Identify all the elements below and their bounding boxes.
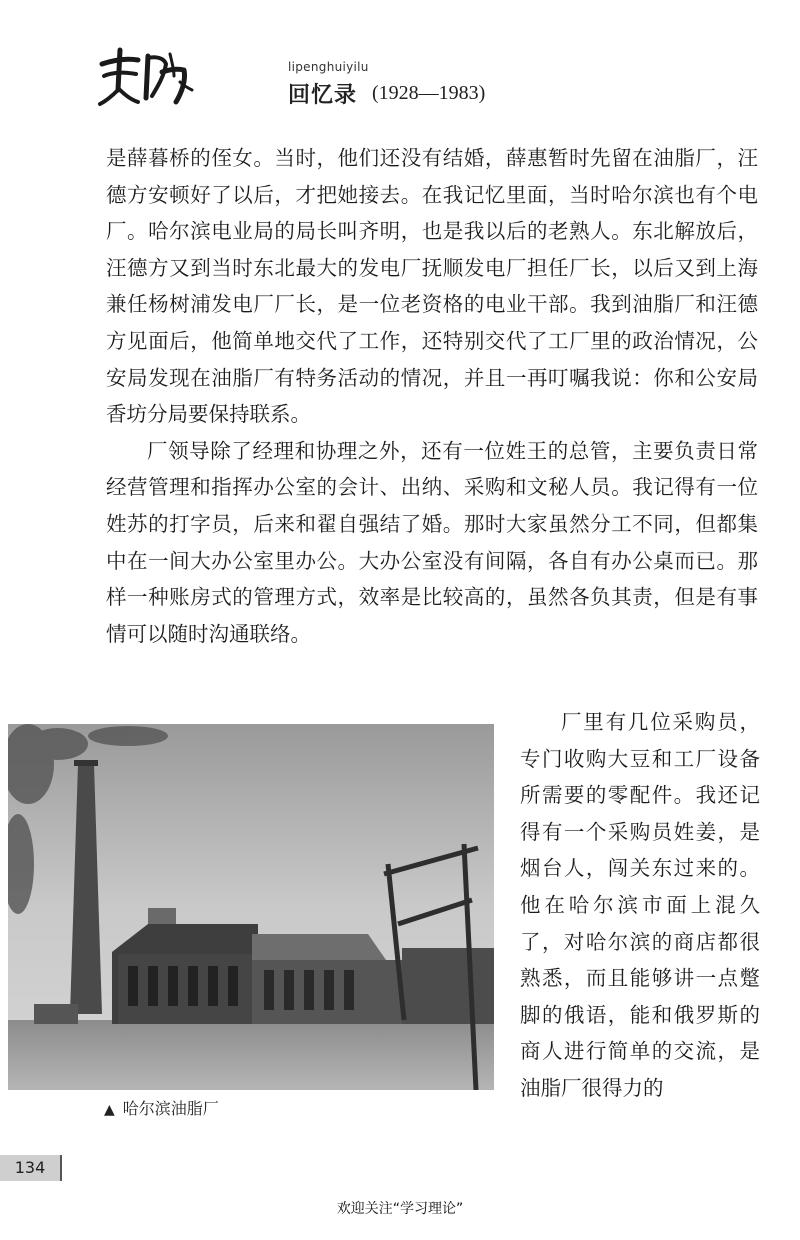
triangle-marker-icon: ▲ <box>104 1102 115 1118</box>
factory-photo <box>8 724 494 1090</box>
main-text <box>106 140 758 652</box>
header-years: (1928—1983) <box>372 82 486 104</box>
paragraph: 厂里有几位采购员，专门收购大豆和工厂设备所需要的零配件。我还记得有一个采购员姓姜，是烟台人，闯关东过来的。他在哈尔滨市面上混久了，对哈尔滨的商店都很熟悉，而且能够讲一点蹩脚的俄语，能和俄罗斯的商人进行简单的交流，是油脂厂很得力的 <box>520 710 760 1100</box>
calligraphy-logo <box>96 46 194 108</box>
caption-text: 哈尔滨油脂厂 <box>122 1099 219 1118</box>
side-text <box>520 704 760 1107</box>
page-number: 134 <box>0 1155 62 1181</box>
paragraph-continued: 是薛暮桥的侄女。当时，他们还没有结婚，薛惠暂时先留在油脂厂，汪德方安顿好了以后，才把她接去。在我记忆里面，当时哈尔滨也有个电厂。哈尔滨电业局的局长叫齐明，也是我以后的老熟人。东北解放后，汪德方又到当时东北最大的发电厂抚顺发电厂担任厂长，以后又到上海兼任杨树浦发电厂厂长，是一位老资格的电业干部。我到油脂厂和汪德方见面后，他简单地交代了工作，还特别交代了工厂里的政治情况，公安局发现在油脂厂有特务活动的情况，并且一再叮嘱我说：你和公安局香坊分局要保持联系。 <box>106 146 758 427</box>
photo-caption <box>104 1096 219 1119</box>
header-title: 回忆录 <box>288 83 358 108</box>
paragraph: 厂领导除了经理和协理之外，还有一位姓王的总管，主要负责日常经营管理和指挥办公室的会计、出纳、采购和文秘人员。我记得有一位姓苏的打字员，后来和翟自强结了婚。那时大家虽然分工不同，但都集中在一间大办公室里办公。大办公室没有间隔，各自有办公桌而已。那样一种账房式的管理方式，效率是比较高的，虽然各负其责，但是有事情可以随时沟通联络。 <box>106 438 758 646</box>
header-pinyin: lipenghuiyilu <box>288 60 369 74</box>
running-header <box>96 38 516 116</box>
footer-note: 欢迎关注“学习理论” <box>336 1201 464 1217</box>
